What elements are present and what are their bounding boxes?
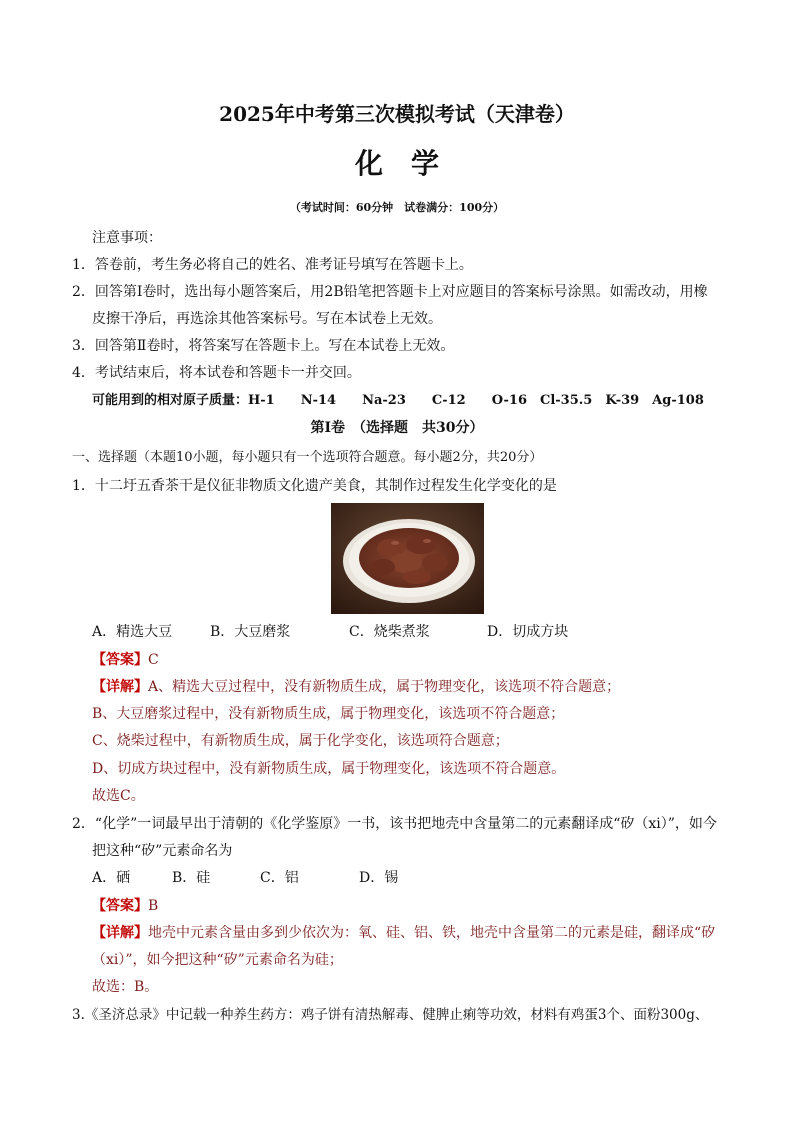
question-1-options xyxy=(92,622,568,642)
exam-info: （考试时间：60分钟 试卷满分：100分） xyxy=(289,201,505,214)
notice-item-3: 3．回答第Ⅱ卷时，将答案写在答题卡上。写在本试卷上无效。 xyxy=(72,338,455,354)
answer-tag: 【答案】 xyxy=(92,898,148,914)
q2-detail-2: （xi）”，如今把这种“矽”元素命名为硅； xyxy=(92,952,343,968)
notice-heading: 注意事项： xyxy=(92,230,162,246)
q1-detail-3: C、烧柴过程中，有新物质生成，属于化学变化，该选项符合题意； xyxy=(92,733,509,749)
q2-option-b: B．硅 xyxy=(172,870,211,886)
subject-title: 化学 xyxy=(354,147,467,180)
exam-title: 2025年中考第三次模拟考试（天津卷） xyxy=(219,102,575,126)
dried-tofu-illustration xyxy=(331,503,484,614)
question-2-stem-1: 2．“化学”一词最早出于清朝的《化学鉴原》一书，该书把地壳中含量第二的元素翻译成“矽（xi）”，如今 xyxy=(72,816,717,832)
q2-option-c: C．铝 xyxy=(260,870,299,886)
q1-option-a: A．精选大豆 xyxy=(92,624,173,640)
q1-detail-2: B、大豆磨浆过程中，没有新物质生成，属于物理变化，该选项不符合题意； xyxy=(92,706,565,722)
q1-conclusion: 故选C。 xyxy=(92,788,145,804)
question-2-stem-2: 把这种“矽”元素命名为 xyxy=(92,843,233,859)
answer-tag: 【答案】 xyxy=(92,652,148,668)
question-2-options xyxy=(92,868,398,888)
q1-answer xyxy=(92,650,159,670)
q1-detail-1: 【详解】A、精选大豆过程中，没有新物质生成，属于物理变化，该选项不符合题意； xyxy=(92,679,621,695)
notice-item-1: 1．答卷前，考生务必将自己的姓名、准考证号填写在答题卡上。 xyxy=(72,257,473,273)
q2-conclusion: 故选：B。 xyxy=(92,979,159,995)
q1-detail-4: D、切成方块过程中，没有新物质生成，属于物理变化，该选项不符合题意。 xyxy=(92,761,566,777)
answer-value: C xyxy=(148,652,159,668)
notice-item-4: 4．考试结束后，将本试卷和答题卡一并交回。 xyxy=(72,365,361,381)
section-heading: 第Ⅰ卷 （选择题 共30分） xyxy=(310,420,484,436)
q2-option-a: A．硒 xyxy=(92,870,131,886)
q2-answer xyxy=(92,896,158,916)
q1-option-d: D．切成方块 xyxy=(487,624,569,640)
question-3-stem: 3.《圣济总录》中记载一种养生药方：鸡子饼有清热解毒、健脾止痢等功效，材料有鸡蛋3个、面粉300g、 xyxy=(72,1007,709,1023)
detail-tag: 【详解】 xyxy=(92,679,148,695)
answer-value: B xyxy=(148,898,159,914)
section-instruction: 一、选择题（本题10小题，每小题只有一个选项符合题意。每小题2分，共20分） xyxy=(72,450,543,465)
q2-detail-1: 【详解】地壳中元素含量由多到少依次为：氧、硅、铝、铁，地壳中含量第二的元素是硅，翻译成“矽 xyxy=(92,925,716,941)
notice-item-2-cont: 皮擦干净后，再选涂其他答案标号。写在本试卷上无效。 xyxy=(92,311,442,327)
q1-option-b: B．大豆磨浆 xyxy=(210,624,291,640)
detail-tag: 【详解】 xyxy=(92,925,148,941)
notice-item-2: 2．回答第Ⅰ卷时，选出每小题答案后，用2B铅笔把答题卡上对应题目的答案标号涂黑。如需改动，用橡 xyxy=(72,284,708,300)
q2-option-d: D．锡 xyxy=(359,870,399,886)
atomic-masses: 可能用到的相对原子质量：H-1 N-14 Na-23 C-12 O-16 Cl-35.5 K-39 Ag-108 xyxy=(92,393,704,408)
q1-option-c: C．烧柴煮浆 xyxy=(349,624,430,640)
question-1-stem: 1．十二圩五香茶干是仪征非物质文化遗产美食，其制作过程发生化学变化的是 xyxy=(72,478,557,494)
dried-tofu-photo xyxy=(331,503,484,614)
